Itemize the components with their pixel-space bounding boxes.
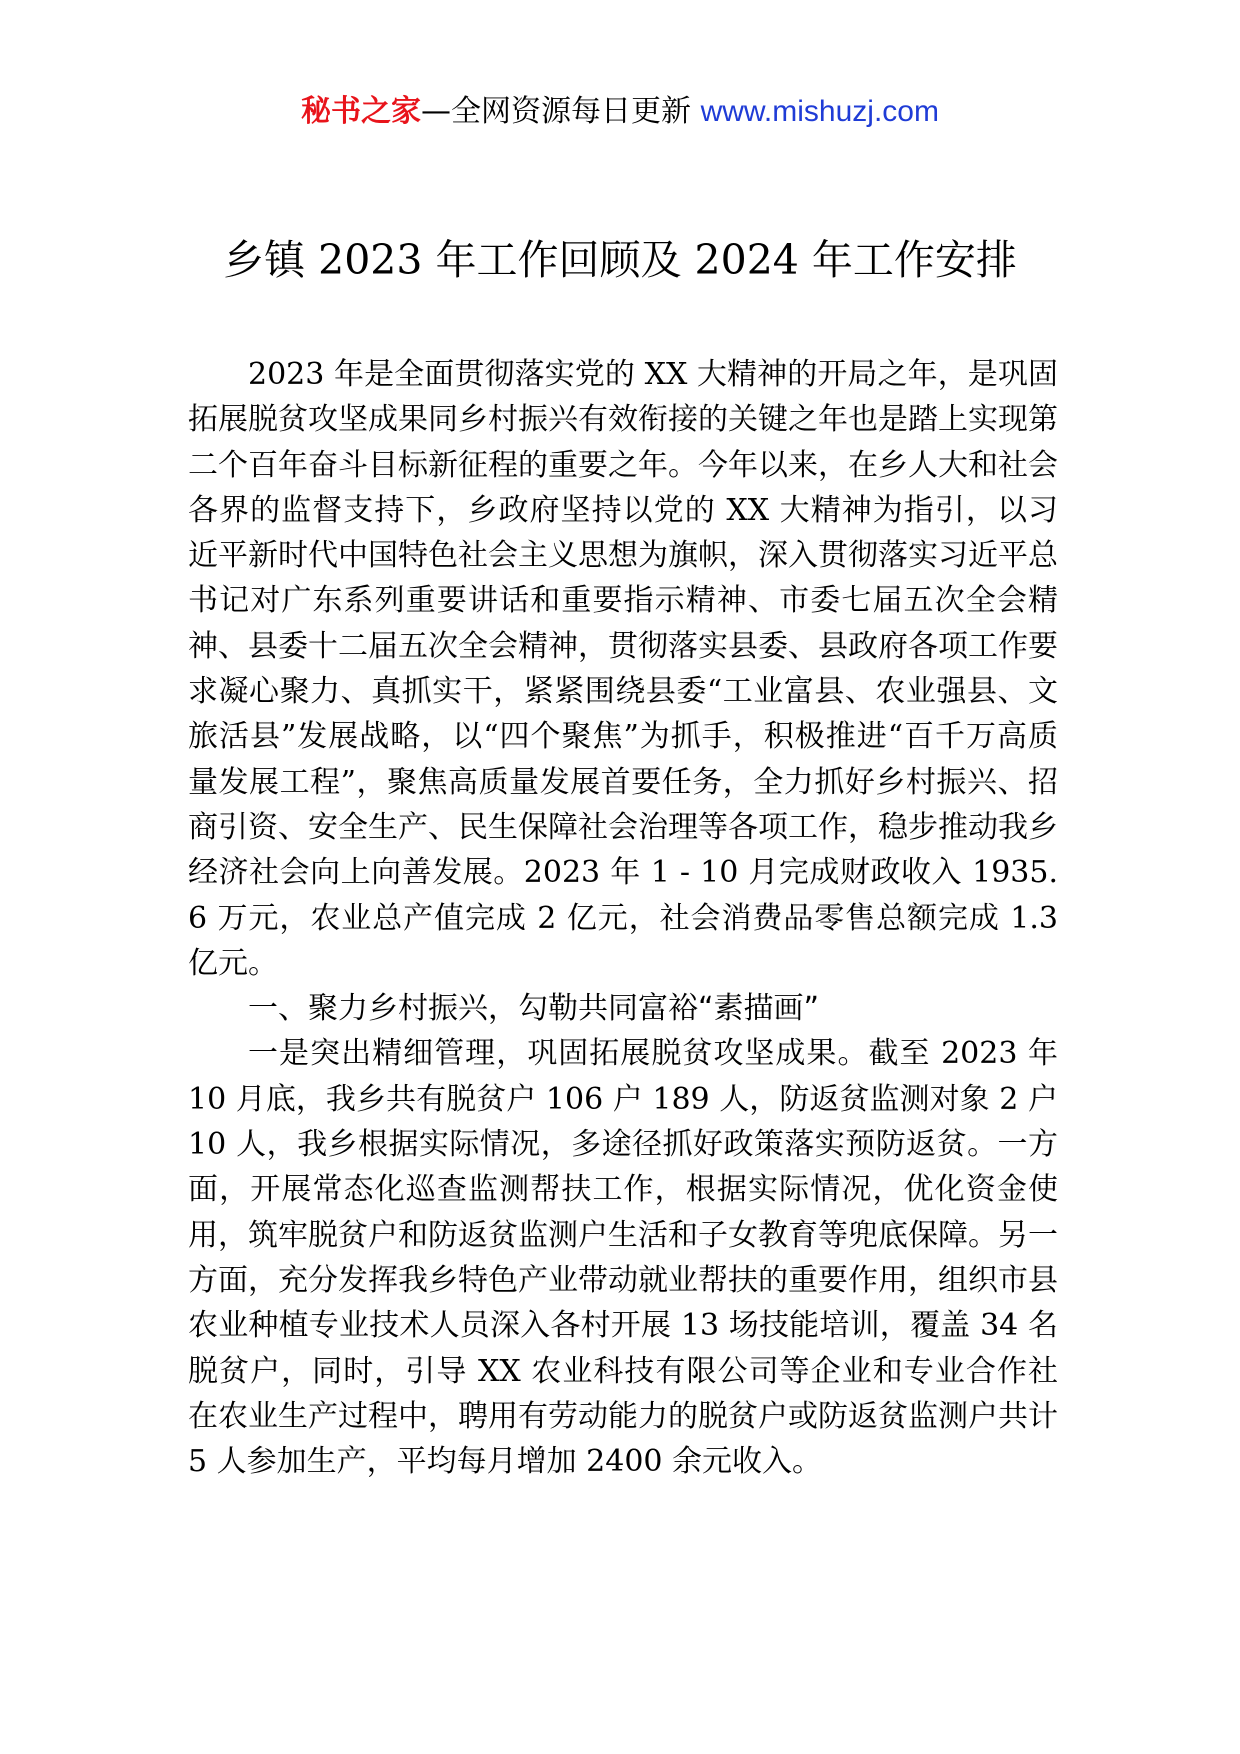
header-tagline: —全网资源每日更新 — [421, 94, 701, 129]
section-heading-1: 一、聚力乡村振兴，勾勒共同富裕“素描画” — [248, 991, 820, 1027]
body-paragraph: 一是突出精细管理，巩固拓展脱贫攻坚成果。截至 2023 年 10 月底，我乡共有脱贫户 106 户 189 人，防返贫监测对象 2 户 10 人，我乡根据实际情况，多途径抓好政策落实预防返贫。一方面，开展常态化巡查监测帮扶工作，根据实际情况，优化资金使用，筑牢脱贫户和防返贫监测户生活和子女教育等兜底保障。另一方面，充分发挥我乡特色产业带动就业帮扶的重要作用，组织市县农业种植专业技术人员深入各村开展 13 场技能培训，覆盖 34 名脱贫户，同时，引导 XX 农业科技有限公司等企业和专业合作社在农业生产过程中，聘用有劳动能力的脱贫户或防返贫监测户共计 5 人参加生产，平均每月增加 2400 余元收入。 — [188, 1036, 1058, 1480]
intro-paragraph: 2023 年是全面贯彻落实党的 XX 大精神的开局之年，是巩固拓展脱贫攻坚成果同乡村振兴有效衔接的关键之年也是踏上实现第二个百年奋斗目标新征程的重要之年。今年以来，在乡人大和社会各界的监督支持下，乡政府坚持以党的 XX 大精神为指引，以习近平新时代中国特色社会主义思想为旗帜，深入贯彻落实习近平总书记对广东系列重要讲话和重要指示精神、市委七届五次全会精神、县委十二届五次全会精神，贯彻落实县委、县政府各项工作要求凝心聚力、真抓实干，紧紧围绕县委“工业富县、农业强县、文旅活县”发展战略，以“四个聚焦”为抓手，积极推进“百千万高质量发展工程”，聚焦高质量发展首要任务，全力抓好乡村振兴、招商引资、安全生产、民生保障社会治理等各项工作，稳步推动我乡经济社会向上向善发展。2023 年 1 - 10 月完成财政收入 1935.6 万元，农业总产值完成 2 亿元，社会消费品零售总额完成 1.3 亿元。 — [188, 357, 1058, 981]
site-header — [0, 92, 1240, 132]
site-url-link[interactable]: www.mishuzj.com — [700, 95, 939, 128]
document-title: 乡镇 2023 年工作回顾及 2024 年工作安排 — [223, 236, 1017, 284]
brand-name: 秘书之家 — [301, 94, 422, 129]
document-body — [188, 352, 1058, 1484]
